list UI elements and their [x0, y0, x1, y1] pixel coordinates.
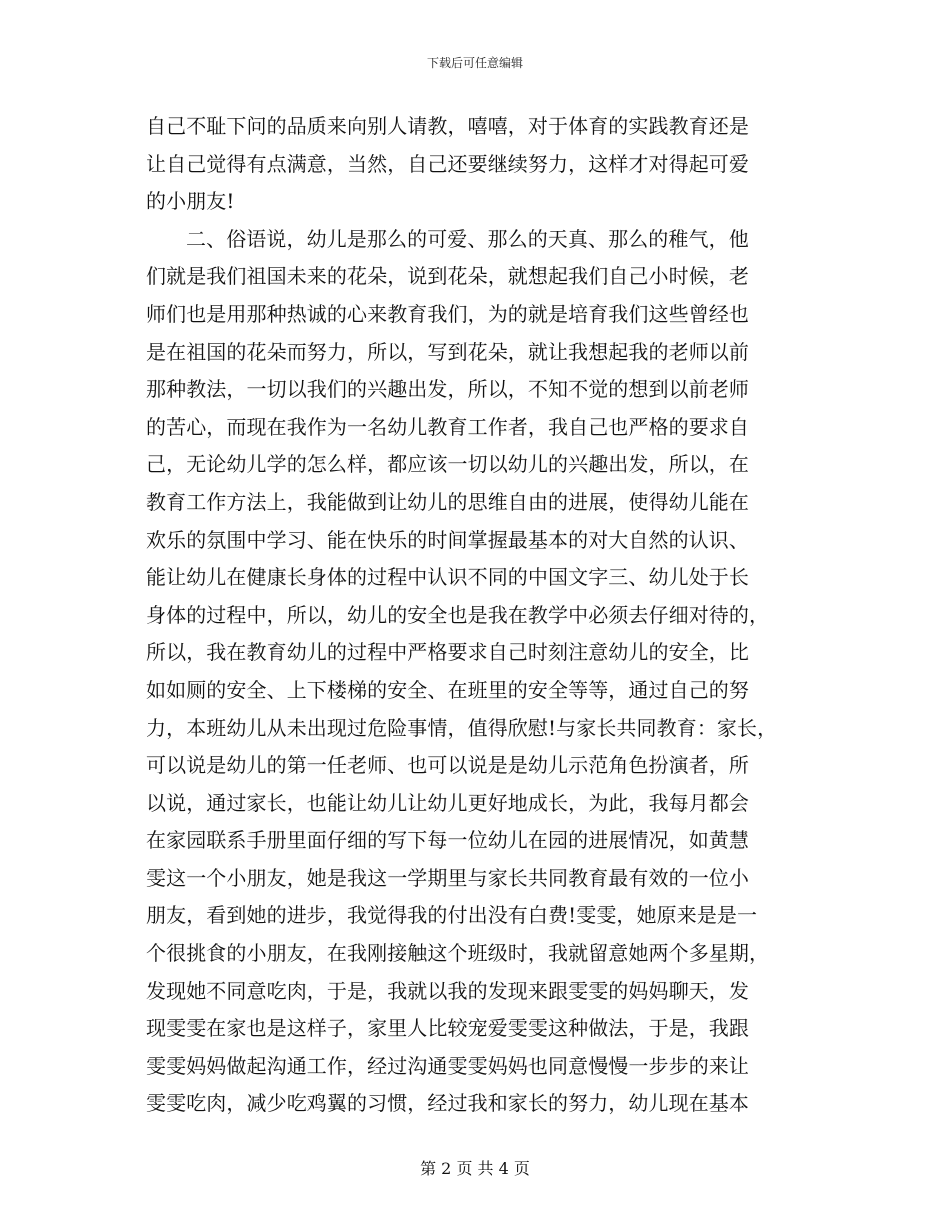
text-line: 朋友，看到她的进步，我觉得我的付出没有白费!雯雯，她原来是是一: [146, 903, 758, 928]
text-line: 那种教法，一切以我们的兴趣出发，所以，不知不觉的想到以前老师: [146, 377, 749, 402]
page-number-footer: 第 2 页 共 4 页: [420, 1159, 530, 1178]
text-line: 己，无论幼儿学的怎么样，都应该一切以幼儿的兴趣出发，所以，在: [146, 452, 749, 477]
text-line: 个很挑食的小朋友，在我刚接触这个班级时，我就留意她两个多星期，: [146, 941, 770, 966]
text-line: 力，本班幼儿从未出现过危险事情，值得欣慰!与家长共同教育：家长，: [146, 715, 778, 740]
text-line: 身体的过程中，所以，幼儿的安全也是我在教学中必须去仔细对待的，: [146, 602, 770, 627]
text-line: 教育工作方法上，我能做到让幼儿的思维自由的进展，使得幼儿能在: [146, 489, 749, 514]
text-line: 们就是我们祖国未来的花朵，说到花朵，就想起我们自己小时候，老: [146, 264, 749, 289]
text-line: 在家园联系手册里面仔细的写下每一位幼儿在园的进展情况，如黄慧: [146, 828, 749, 853]
text-line: 的苦心，而现在我作为一名幼儿教育工作者，我自己也严格的要求自: [146, 414, 749, 439]
text-line: 能让幼儿在健康长身体的过程中认识不同的中国文字三、幼儿处于长: [146, 565, 749, 590]
page-header: 下载后可任意编辑: [426, 56, 523, 70]
text-line: 欢乐的氛围中学习、能在快乐的时间掌握最基本的对大自然的认识、: [146, 527, 749, 552]
text-line: 雯雯吃肉，减少吃鸡翼的习惯，经过我和家长的努力，幼儿现在基本: [146, 1091, 749, 1116]
text-line: 让自己觉得有点满意，当然，自己还要继续努力，这样才对得起可爱: [146, 151, 749, 176]
text-line: 是在祖国的花朵而努力，所以，写到花朵，就让我想起我的老师以前: [146, 339, 749, 364]
text-line: 的小朋友!: [146, 189, 235, 214]
paragraph-start-line: 二、俗语说，幼儿是那么的可爱、那么的天真、那么的稚气，他: [186, 226, 749, 251]
text-line: 以说，通过家长，也能让幼儿让幼儿更好地成长，为此，我每月都会: [146, 790, 749, 815]
body-text: [146, 108, 806, 1123]
text-line: 雯这一个小朋友，她是我这一学期里与家长共同教育最有效的一位小: [146, 865, 749, 890]
text-line: 自己不耻下问的品质来向别人请教，嘻嘻，对于体育的实践教育还是: [146, 114, 749, 138]
text-line: 可以说是幼儿的第一任老师、也可以说是是幼儿示范角色扮演者，所: [146, 753, 749, 778]
text-line: 现雯雯在家也是这样子，家里人比较宠爱雯雯这种做法，于是，我跟: [146, 1016, 749, 1041]
text-line: 所以，我在教育幼儿的过程中严格要求自己时刻注意幼儿的安全，比: [146, 640, 749, 665]
text-line: 如如厕的安全、上下楼梯的安全、在班里的安全等等，通过自己的努: [146, 677, 749, 702]
text-line: 雯雯妈妈做起沟通工作，经过沟通雯雯妈妈也同意慢慢一步步的来让: [146, 1053, 749, 1078]
text-line: 师们也是用那种热诚的心来教育我们，为的就是培育我们这些曾经也: [146, 301, 749, 326]
text-line: 发现她不同意吃肉，于是，我就以我的发现来跟雯雯的妈妈聊天，发: [146, 978, 749, 1003]
